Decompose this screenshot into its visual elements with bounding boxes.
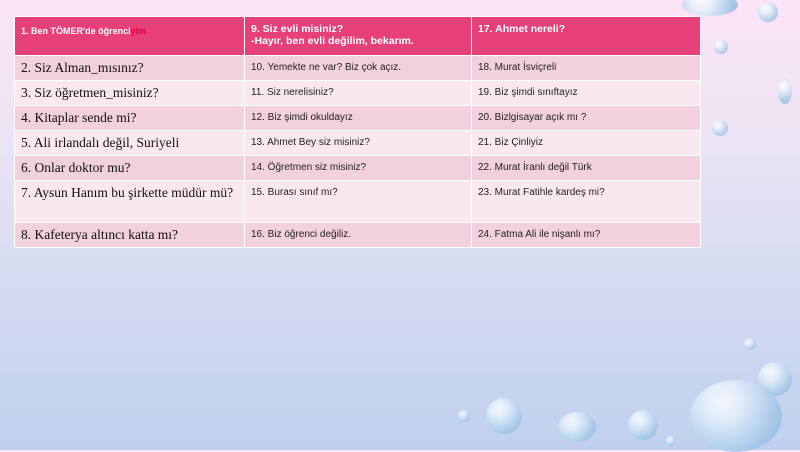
decorative-bubble xyxy=(558,412,596,442)
header-cell-2-line2: -Hayır, ben evli değilim, bekarım. xyxy=(251,35,414,47)
row-cell-col1: 2. Siz Alman_mısınız? xyxy=(21,60,144,75)
row-cell-col3: 21. Biz Çinliyiz xyxy=(478,137,544,148)
decorative-bubble xyxy=(458,410,470,422)
table-row xyxy=(15,156,701,181)
header-cell-2-line1: 9. Siz evli misiniz? xyxy=(251,23,344,35)
row-cell-col1: 4. Kitaplar sende mi? xyxy=(21,110,137,125)
row-cell-col2: 15. Burası sınıf mı? xyxy=(251,187,338,198)
exercise-table xyxy=(14,16,701,248)
decorative-bubble xyxy=(666,436,676,446)
row-cell-col1: 6. Onlar doktor mu? xyxy=(21,160,131,175)
table-row xyxy=(15,56,701,81)
row-cell-col1: 7. Aysun Hanım bu şirkette müdür mü? xyxy=(21,185,234,200)
row-cell-col2: 12. Biz şimdi okuldayız xyxy=(251,112,353,123)
row-cell-col2: 11. Siz nerelisiniz? xyxy=(251,87,334,98)
table-row xyxy=(15,106,701,131)
decorative-bubble xyxy=(712,120,728,136)
decorative-bubble xyxy=(690,380,782,452)
decorative-bubble xyxy=(744,338,756,350)
decorative-bubble xyxy=(778,78,792,104)
row-cell-col1: 5. Ali irlandalı değil, Suriyeli xyxy=(21,135,180,150)
row-cell-col1: 3. Siz öğretmen_misiniz? xyxy=(21,85,159,100)
row-cell-col3: 24. Fatma Ali ile nişanlı mı? xyxy=(478,229,601,240)
header-cell-3 xyxy=(472,17,701,56)
table-row xyxy=(15,223,701,248)
decorative-bubble xyxy=(714,40,728,54)
header-cell-3-text: 17. Ahmet nereli? xyxy=(478,23,566,35)
decorative-bubble xyxy=(758,2,778,22)
decorative-bubble xyxy=(682,0,738,16)
row-cell-col3: 19. Biz şimdi sınıftayız xyxy=(478,87,578,98)
table-row xyxy=(15,181,701,223)
header-cell-2 xyxy=(245,17,472,56)
row-cell-col2: 10. Yemekte ne var? Biz çok açız. xyxy=(251,62,402,73)
header-cell-1 xyxy=(15,17,245,56)
table-row xyxy=(15,131,701,156)
decorative-bubble xyxy=(628,410,658,440)
row-cell-col2: 16. Biz öğrenci değiliz. xyxy=(251,229,352,240)
header-cell-1-text: 1. Ben TÖMER'de öğrenci xyxy=(21,26,131,36)
row-cell-col3: 22. Murat İranlı değil Türk xyxy=(478,162,592,173)
row-cell-col2: 14. Öğretmen siz misiniz? xyxy=(251,162,367,173)
row-cell-col2: 13. Ahmet Bey siz misiniz? xyxy=(251,137,370,148)
table-row xyxy=(15,81,701,106)
header-cell-1-suffix: yim xyxy=(130,26,147,36)
table-header-row xyxy=(15,17,701,56)
row-cell-col3: 18. Murat İsviçreli xyxy=(478,62,557,73)
decorative-bubble xyxy=(486,398,522,434)
row-cell-col3: 23. Murat Fatihle kardeş mi? xyxy=(478,187,605,198)
row-cell-col1: 8. Kafeterya altıncı katta mı? xyxy=(21,227,179,242)
row-cell-col3: 20. Bizlgisayar açık mı ? xyxy=(478,112,587,123)
